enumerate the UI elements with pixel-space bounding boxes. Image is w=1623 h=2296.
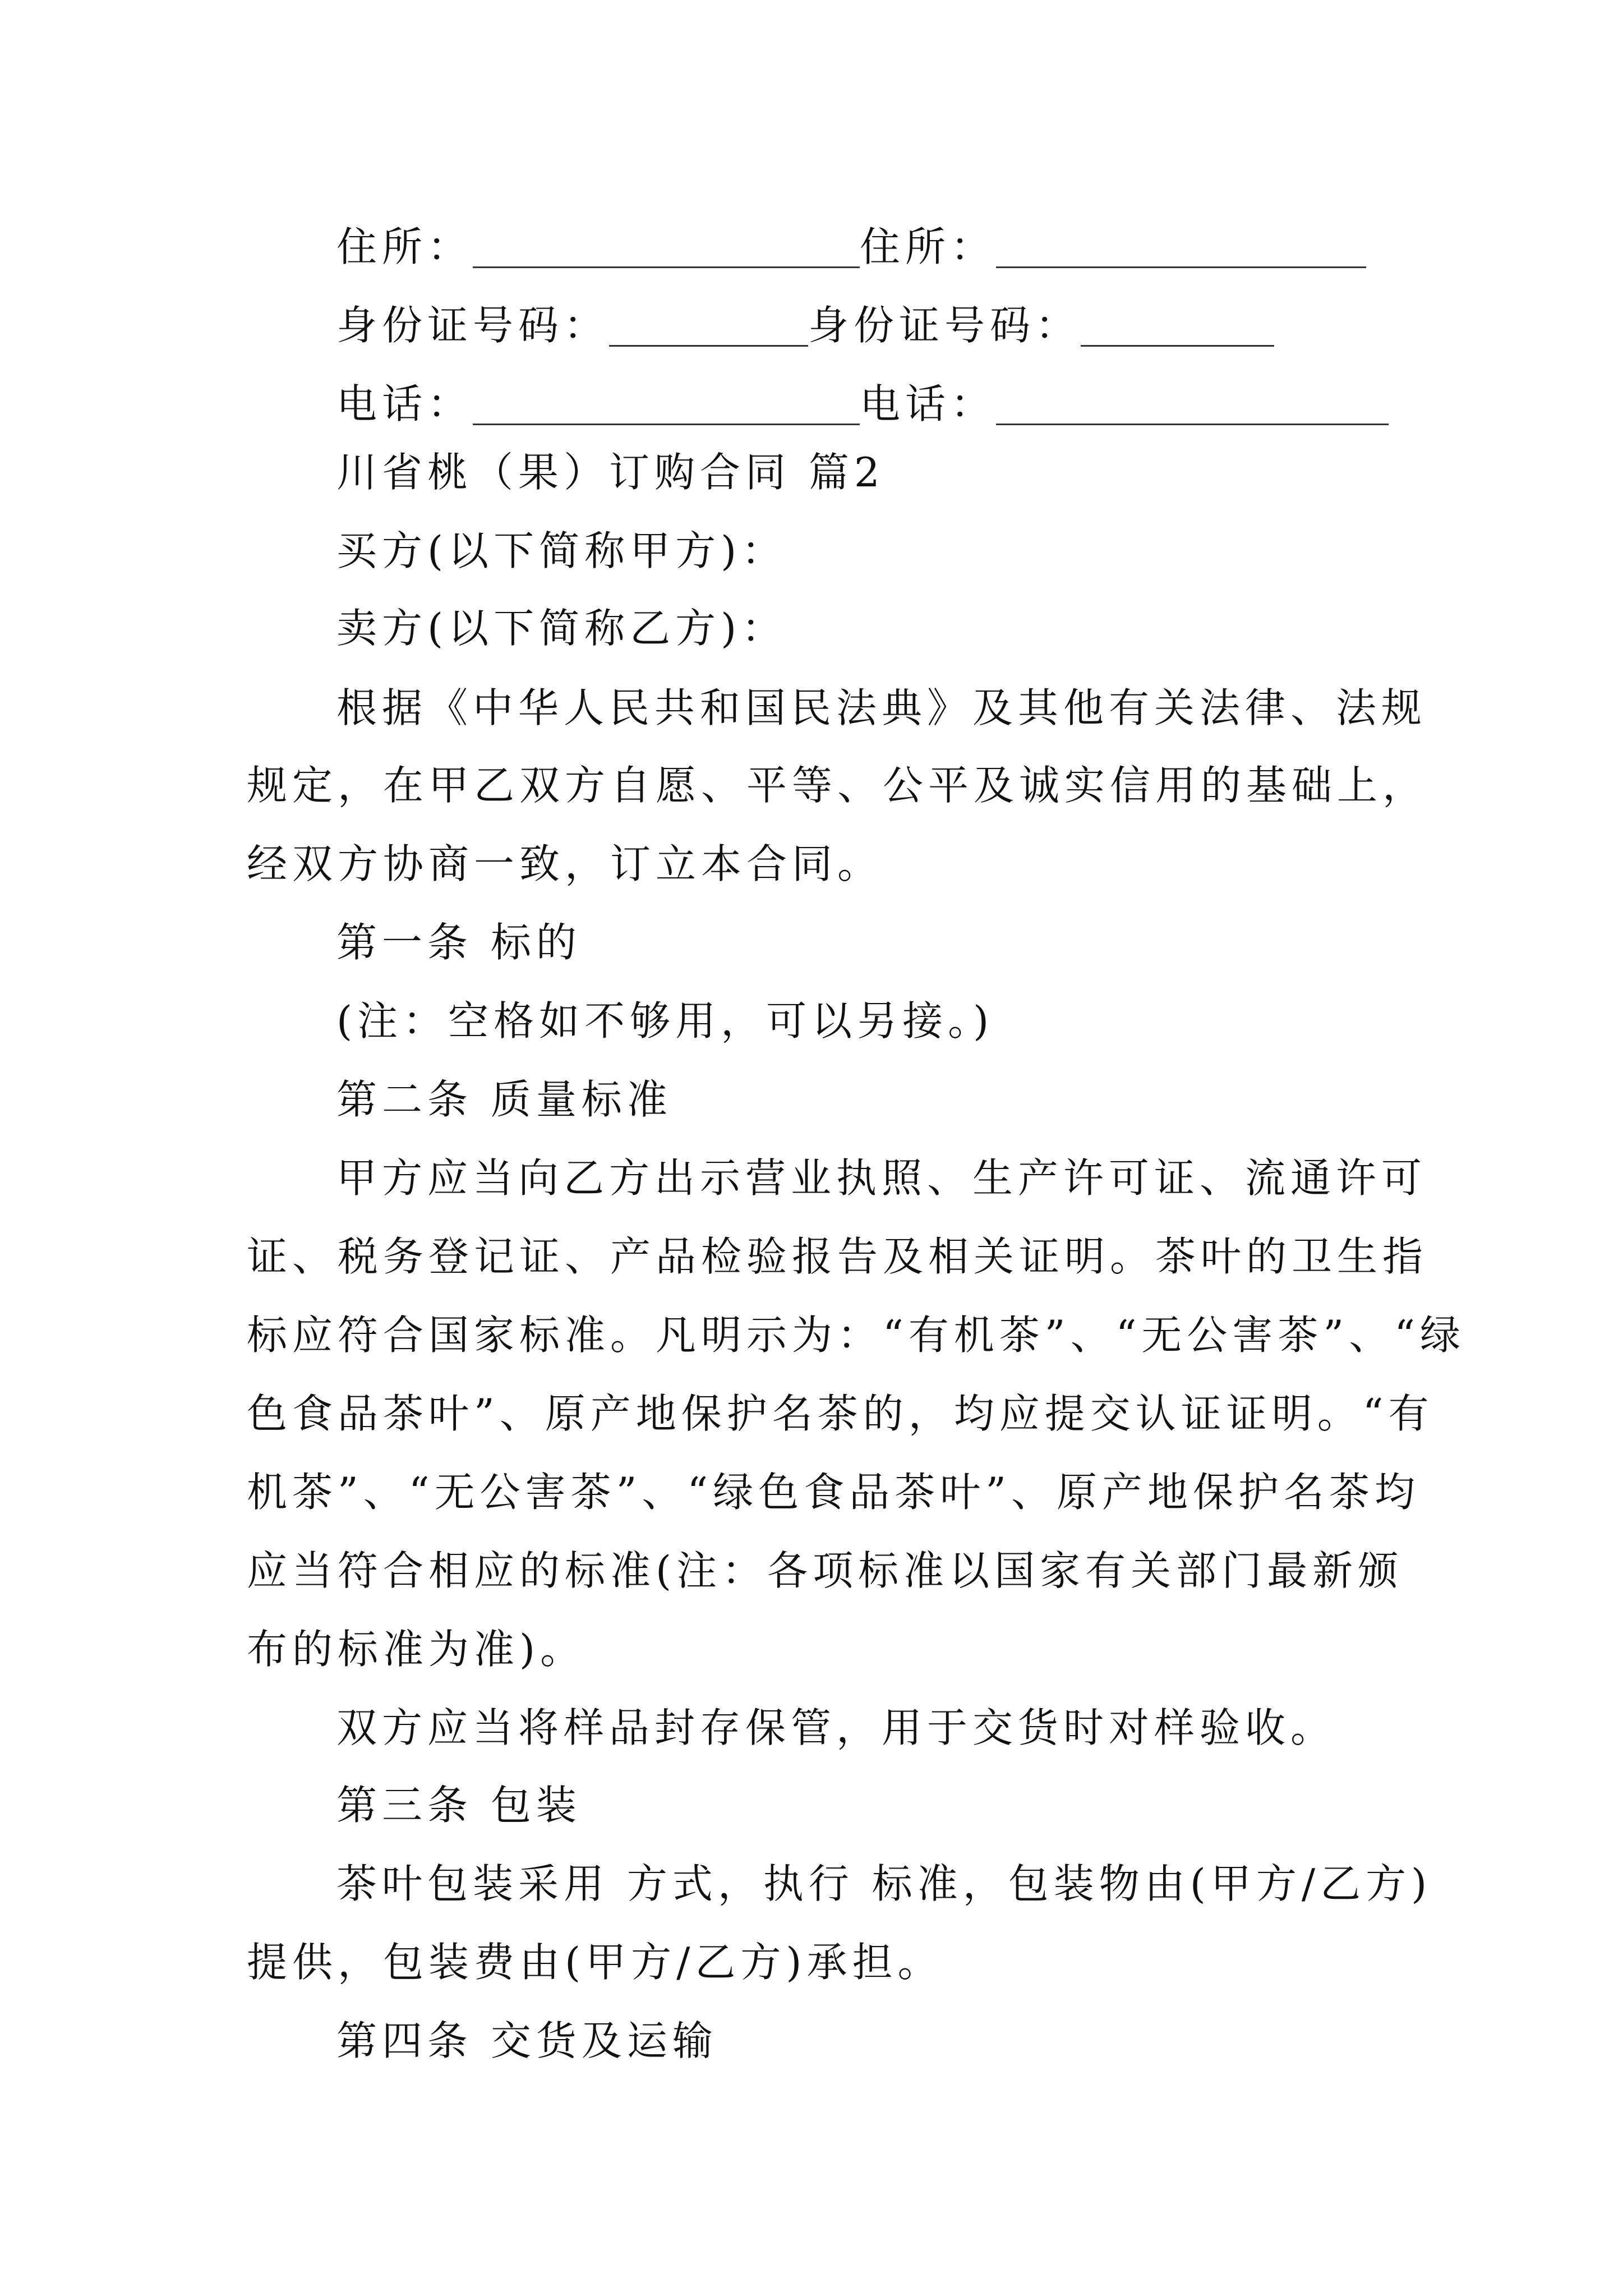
id-number-label-party-b: 身份证号码： <box>808 302 1081 349</box>
article-3-line-1: 茶叶包装采用 方式，执行 标准，包装物由(甲方/乙方) <box>336 1860 1432 1907</box>
intro-line-1: 根据《中华人民共和国民法典》及其他有关法律、法规 <box>336 684 1427 731</box>
phone-blank-party-b[interactable] <box>996 379 1389 425</box>
seller-line: 卖方(以下简称乙方)： <box>336 605 787 652</box>
address-label-party-a: 住所： <box>336 223 473 270</box>
address-label-party-b: 住所： <box>860 223 997 270</box>
article-3-title: 第三条 包装 <box>336 1782 582 1829</box>
article-1-note: (注：空格如不够用，可以另接。) <box>336 997 994 1045</box>
id-number-row <box>336 292 1274 353</box>
article-2-line-4: 色食品茶叶”、原产地保护名茶的，均应提交认证证明。“有 <box>247 1390 1434 1437</box>
phone-label-party-b: 电话： <box>860 380 997 427</box>
article-2-title: 第二条 质量标准 <box>336 1076 672 1123</box>
id-number-blank-party-a[interactable] <box>609 300 808 347</box>
phone-blank-party-a[interactable] <box>473 379 860 425</box>
intro-line-3: 经双方协商一致，订立本合同。 <box>247 840 883 887</box>
address-blank-party-b[interactable] <box>996 222 1366 268</box>
article-2-line-7: 布的标准为准)。 <box>247 1626 586 1673</box>
contract-title: 川省桃（果）订购合同 篇2 <box>336 449 885 496</box>
article-2-line-3: 标应符合国家标准。凡明示为：“有机茶”、“无公害茶”、“绿 <box>247 1312 1466 1359</box>
buyer-line: 买方(以下简称甲方)： <box>336 527 787 574</box>
article-2-line-1: 甲方应当向乙方出示营业执照、生产许可证、流通许可 <box>336 1154 1427 1202</box>
article-2-samples: 双方应当将样品封存保管，用于交货时对样验收。 <box>336 1704 1336 1751</box>
article-2-line-6: 应当符合相应的标准(注：各项标准以国家有关部门最新颁 <box>247 1547 1404 1594</box>
phone-label-party-a: 电话： <box>336 380 473 427</box>
phone-row <box>336 370 1389 432</box>
id-number-blank-party-b[interactable] <box>1081 300 1274 347</box>
article-2-line-2: 证、税务登记证、产品检验报告及相关证明。茶叶的卫生指 <box>247 1233 1428 1280</box>
address-row <box>336 213 1366 275</box>
intro-line-2: 规定，在甲乙双方自愿、平等、公平及诚实信用的基础上， <box>247 762 1428 809</box>
id-number-label-party-a: 身份证号码： <box>336 302 610 349</box>
article-1-title: 第一条 标的 <box>336 919 582 966</box>
article-2-line-5: 机茶”、“无公害茶”、“绿色食品茶叶”、原产地保护名茶均 <box>247 1469 1421 1516</box>
address-blank-party-a[interactable] <box>473 222 860 268</box>
article-3-line-2: 提供，包装费由(甲方/乙方)承担。 <box>247 1939 943 1986</box>
article-4-title: 第四条 交货及运输 <box>336 2017 718 2064</box>
